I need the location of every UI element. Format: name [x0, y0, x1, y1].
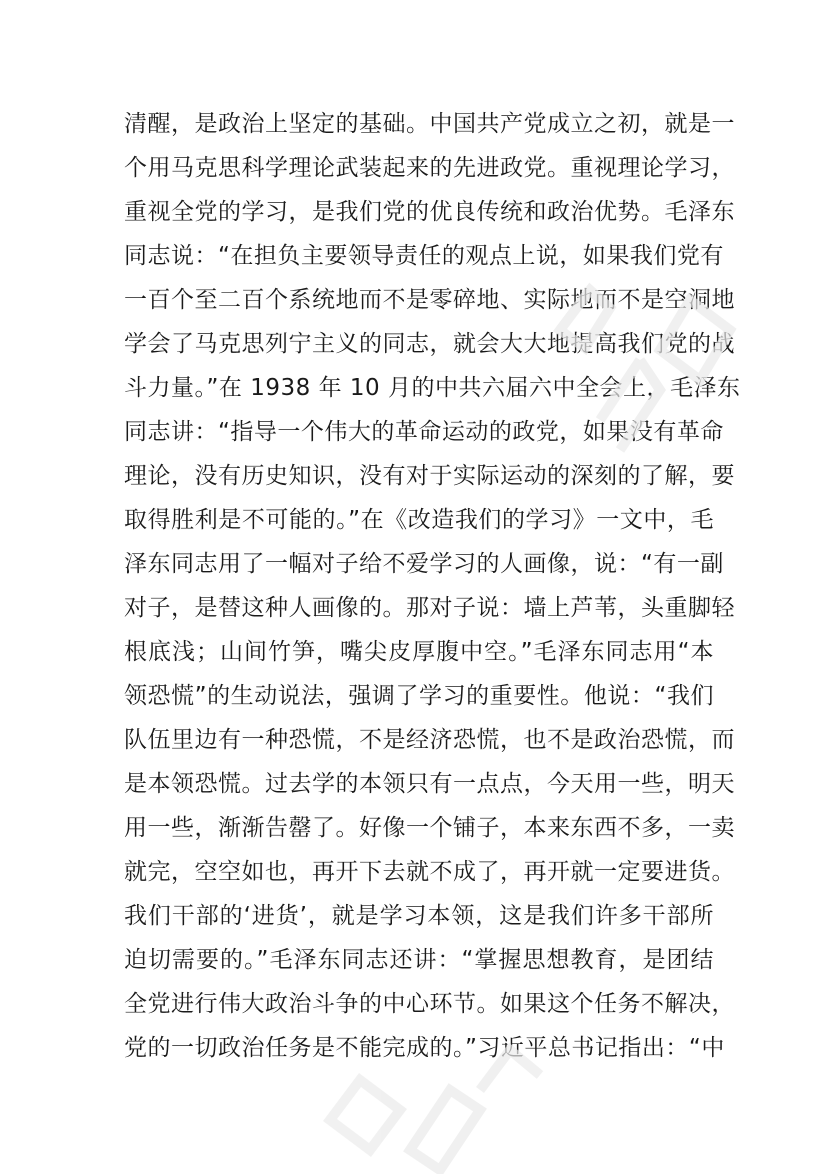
text-line-8: 同志讲：“指导一个伟大的革命运动的政党，如果没有革命	[124, 419, 724, 445]
text-line-20: 迫切需要的。”毛泽东同志还讲：“掌握思想教育，是团结	[124, 947, 714, 973]
text-line-16: 是本领恐慌。过去学的本领只有一点点，今天用一些，明天	[124, 771, 735, 797]
text-line-6: 学会了马克思列宁主义的同志，就会大大地提高我们党的战	[124, 331, 735, 357]
text-line-10: 取得胜利是不可能的。”在《改造我们的学习》一文中，毛	[124, 507, 714, 533]
text-line-22: 党的一切政治任务是不能完成的。”习近平总书记指出：“中	[124, 1035, 725, 1061]
text-line-3: 重视全党的学习，是我们党的优良传统和政治优势。毛泽东	[124, 199, 735, 225]
text-line-14: 领恐慌”的生动说法，强调了学习的重要性。他说：“我们	[124, 683, 714, 709]
text-line-18: 就完，空空如也，再开下去就不成了，再开就一定要进货。	[124, 859, 735, 885]
text-line-19: 我们干部的‘进货’，就是学习本领，这是我们许多干部所	[124, 903, 714, 929]
text-line-4: 同志说：“在担负主要领导责任的观点上说，如果我们党有	[124, 243, 724, 269]
text-line-15: 队伍里边有一种恐慌，不是经济恐慌，也不是政治恐慌，而	[124, 727, 735, 753]
text-line-5: 一百个至二百个系统地而不是零碎地、实际地而不是空洞地	[124, 287, 735, 313]
text-line-12: 对子，是替这种人画像的。那对子说：墙上芦苇，头重脚轻	[124, 595, 735, 621]
text-line-1: 清醒，是政治上坚定的基础。中国共产党成立之初，就是一	[124, 111, 735, 137]
body-text	[124, 102, 741, 1070]
text-line-11: 泽东同志用了一幅对子给不爱学习的人画像，说：“有一副	[124, 551, 724, 577]
text-line-7: 斗力量。”在 1938 年 10 月的中共六届六中全会上，毛泽东	[124, 375, 741, 401]
text-line-9: 理论，没有历史知识，没有对于实际运动的深刻的了解，要	[124, 463, 735, 489]
text-line-21: 全党进行伟大政治斗争的中心环节。如果这个任务不解决，	[124, 991, 735, 1017]
text-line-13: 根底浅；山间竹笋，嘴尖皮厚腹中空。”毛泽东同志用“本	[124, 639, 714, 665]
text-line-17: 用一些，渐渐告罄了。好像一个铺子，本来东西不多，一卖	[124, 815, 735, 841]
text-line-2: 个用马克思科学理论武装起来的先进政党。重视理论学习，	[124, 155, 735, 181]
